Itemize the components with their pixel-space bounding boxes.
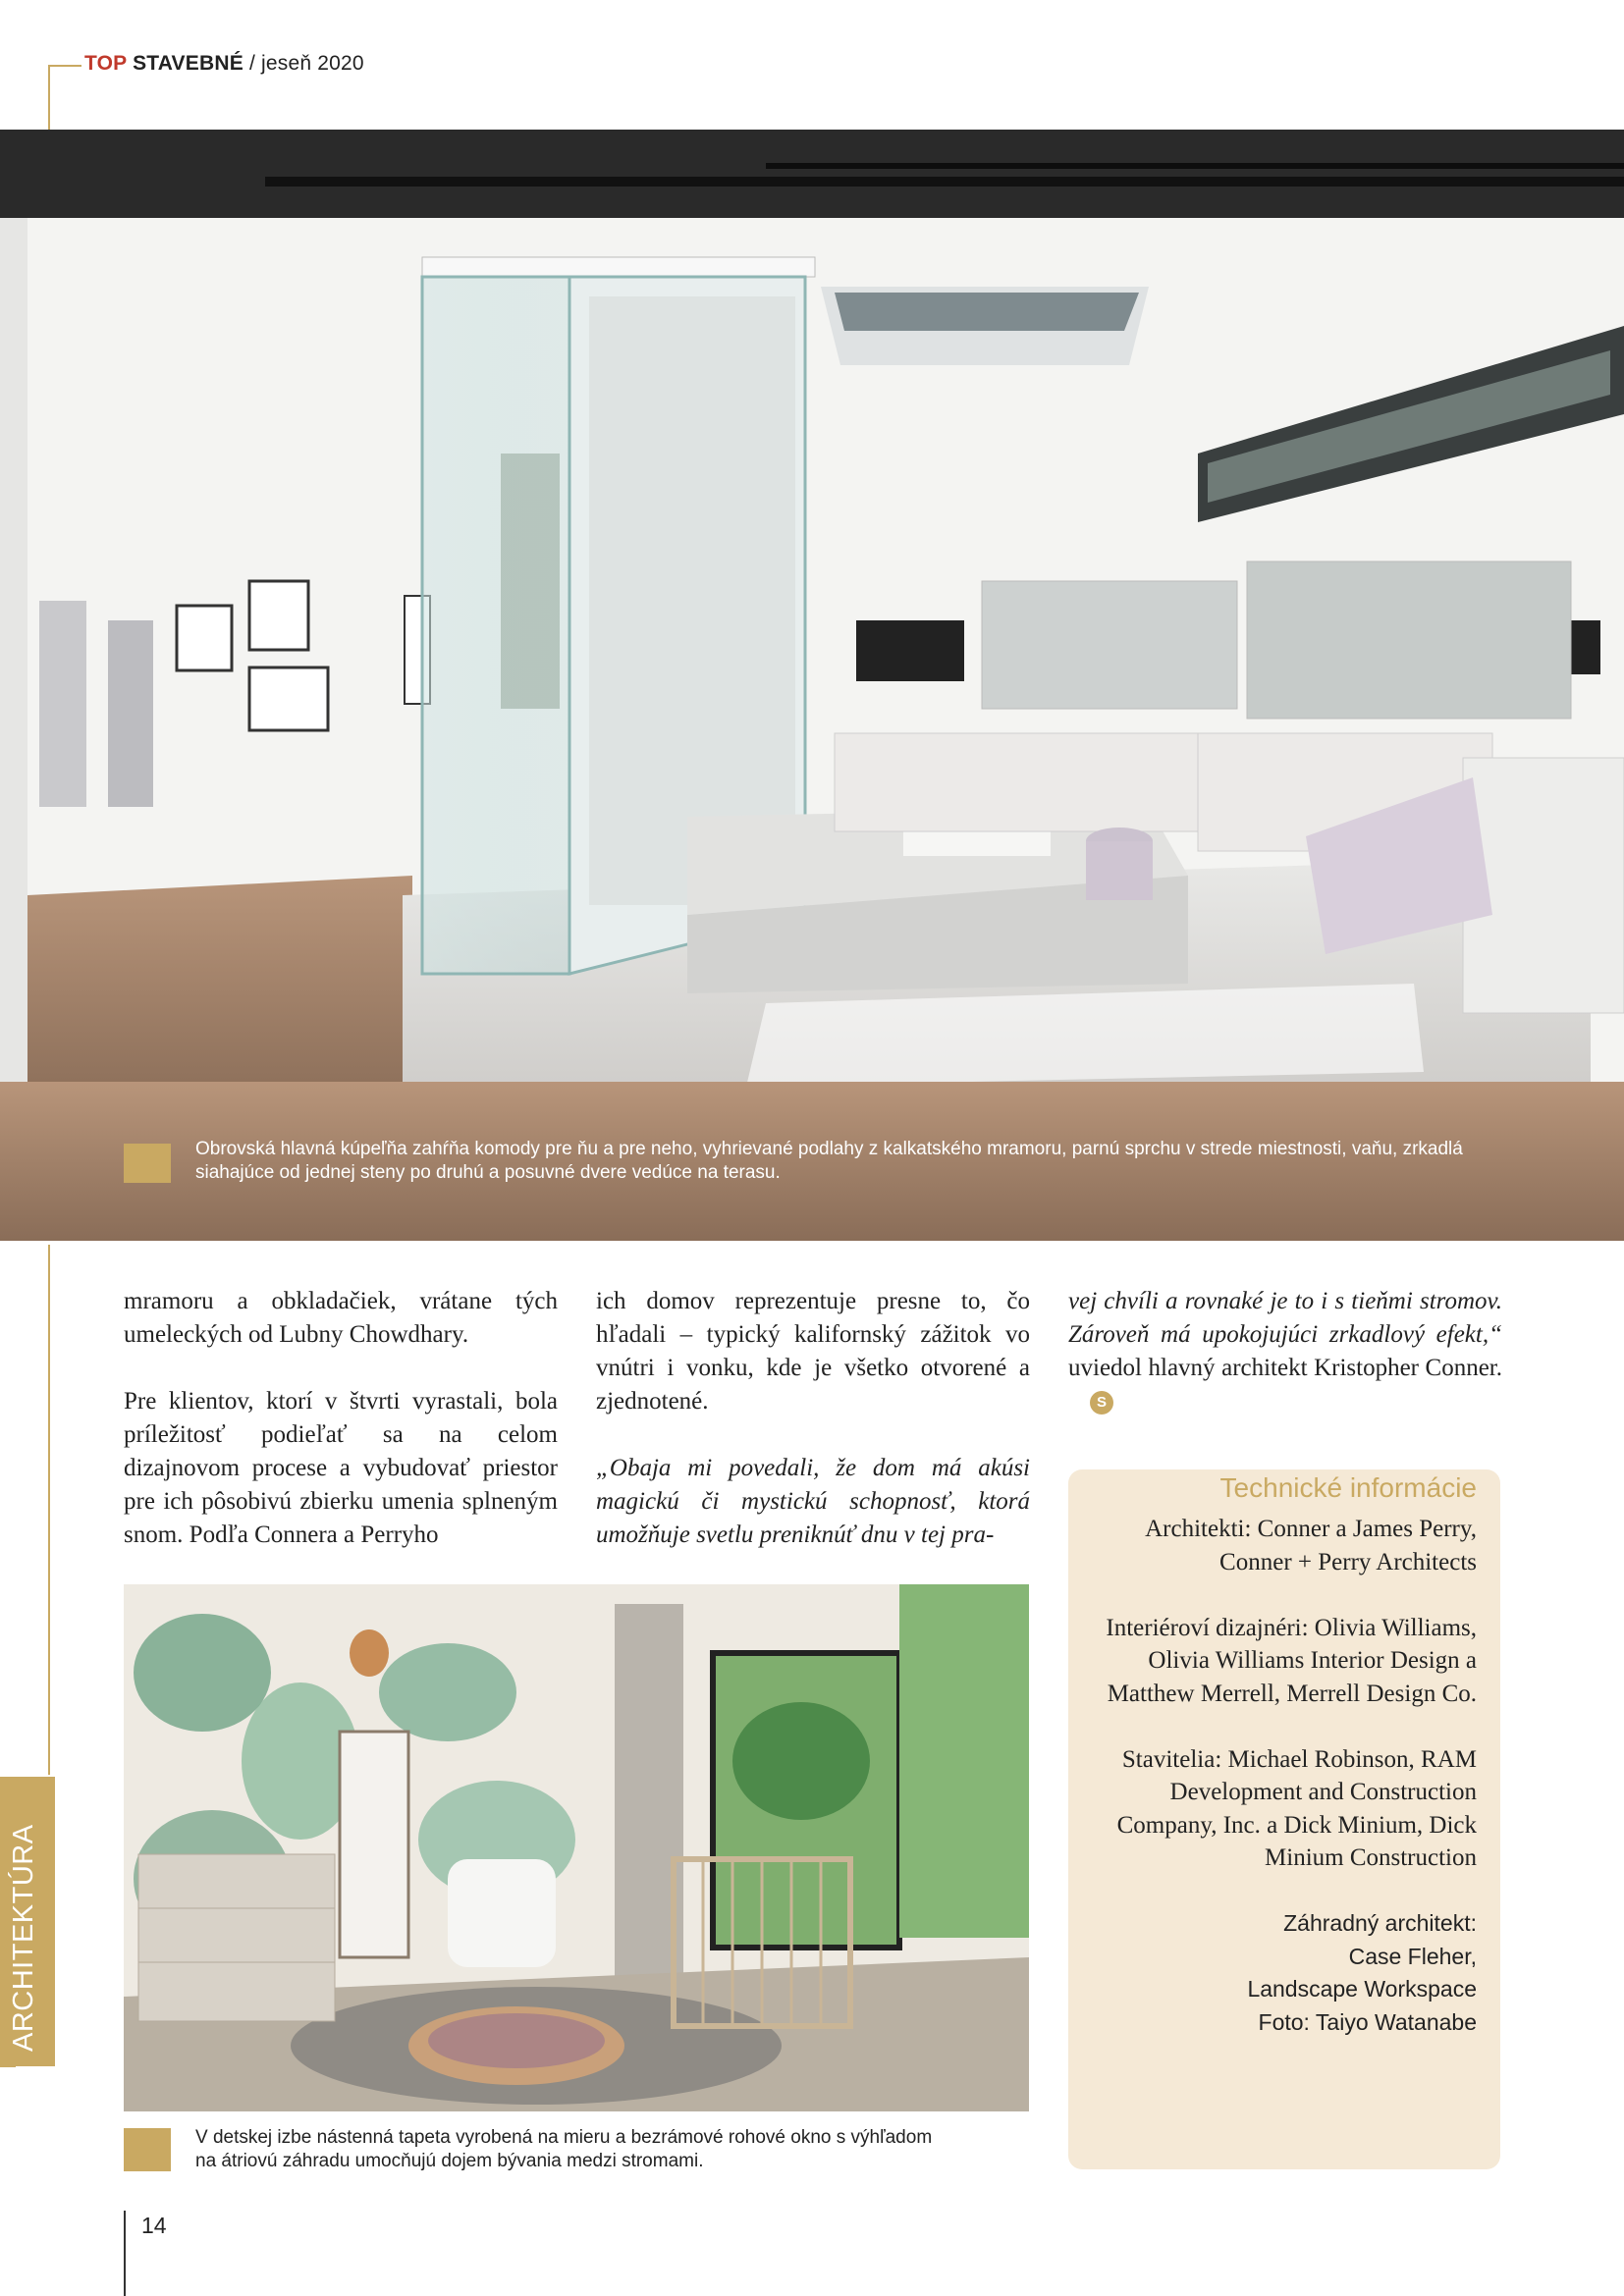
- quote-continuation: vej chvíli a rovnaké je to i s tieňmi stromov. Zároveň má upokojujúci zrkadlový efekt,“: [1068, 1288, 1502, 1348]
- caption-marker: [124, 1144, 171, 1183]
- body-column-2: [596, 1285, 1030, 1552]
- quote-attribution: uviedol hlavný architekt Kristopher Conner.: [1068, 1355, 1502, 1381]
- tech-garden-label: Záhradný architekt:: [1283, 1910, 1477, 1936]
- end-mark-icon: S: [1090, 1391, 1113, 1415]
- brand-top: TOP: [84, 52, 128, 75]
- bathroom-photo: [0, 130, 1624, 1241]
- nursery-photo: [124, 1584, 1029, 2111]
- section-tab-label: ARCHITEKTÚRA: [8, 1824, 39, 2052]
- running-header: [84, 52, 364, 76]
- header-separator: /: [248, 52, 255, 75]
- tech-architects: Architekti: Conner a James Perry, Conner + Perry Architects: [1145, 1516, 1477, 1575]
- paragraph: mramoru a obkladačiek, vrátane tých umeleckých od Lubny Chowdhary.: [124, 1288, 558, 1348]
- page-number: 14: [141, 2213, 167, 2238]
- tech-credits: [1068, 1907, 1477, 2039]
- paragraph: Pre klientov, ktorí v štvrti vyrastali, bola príležitosť podieľať sa na celom dizajnovom procese a vybudovať priestor pre ich pôsobivú zbierku umenia splneným snom. Podľa Connera a Perryho: [124, 1388, 558, 1548]
- paragraph: ich domov reprezentuje presne to, čo hľadali – typický kalifornský zážitok vo vnútri i vonku, kde je všetko otvorené a zjednotené.: [596, 1288, 1030, 1415]
- quote-paragraph: „Obaja mi povedali, že dom má akúsi magickú či mystickú schopnosť, ktorá umožňuje svetlu preniknúť dnu v tej pra-: [596, 1455, 1030, 1548]
- column-rule-left: [48, 1245, 50, 1775]
- section-tab-tick: [0, 2065, 16, 2067]
- header-rule-vertical: [48, 65, 50, 130]
- paragraph-end: [1068, 1285, 1502, 1418]
- body-column-3: [1068, 1285, 1502, 1418]
- tech-interior: Interiéroví dizajnéri: Olivia Williams, Olivia Williams Interior Design a Matthew Merrell, Merrell Design Co.: [1106, 1614, 1477, 1707]
- tech-photo-credit: Foto: Taiyo Watanabe: [1258, 2008, 1477, 2035]
- tech-builders: Stavitelia: Michael Robinson, RAM Development and Construction Company, Inc. a Dick Minium, Dick Minium Construction: [1116, 1745, 1477, 1871]
- brand-name: STAVEBNÉ: [133, 52, 244, 75]
- tech-garden-name: Case Fleher,: [1348, 1943, 1477, 1969]
- issue-label: jeseň 2020: [261, 52, 364, 75]
- nursery-caption: V detskej izbe nástenná tapeta vyrobená na mieru a bezrámové rohové okno s výhľadom na átriovú záhradu umocňujú dojem bývania medzi stromami.: [195, 2127, 933, 2171]
- tech-info-body: [1068, 1513, 1477, 2039]
- header-rule-horizontal: [48, 65, 81, 67]
- tech-info-title: Technické informácie: [1219, 1472, 1477, 1503]
- caption-marker: [124, 2128, 171, 2171]
- body-column-1: [124, 1285, 558, 1552]
- hero-caption: Obrovská hlavná kúpeľňa zahŕňa komody pre ňu a pre neho, vyhrievané podlahy z kalkatského mramoru, parnú sprchu v strede miestnosti, vaňu, zrkadlá siahajúce od jednej steny po druhú a posuvné dvere vedúce na terasu.: [195, 1139, 1463, 1183]
- tech-garden-company: Landscape Workspace: [1247, 1976, 1477, 2002]
- footer-rule: [124, 2211, 126, 2296]
